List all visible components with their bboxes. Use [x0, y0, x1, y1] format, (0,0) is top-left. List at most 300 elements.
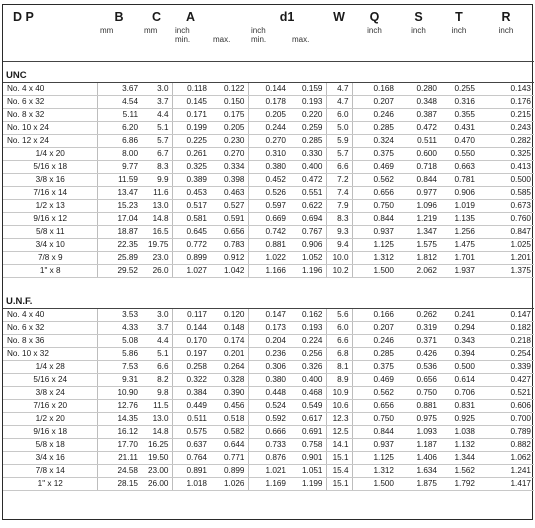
table-cell: 5.86: [97, 348, 141, 361]
table-cell: 8.1: [326, 361, 352, 374]
table-cell: 0.925: [440, 413, 478, 426]
size-label: 7/8 x 14: [3, 465, 97, 478]
table-cell: 1.199: [289, 478, 326, 491]
size-label: 1/4 x 28: [3, 361, 97, 374]
table-cell: 0.700: [478, 413, 534, 426]
table-cell: 0.258: [172, 361, 210, 374]
table-cell: 0.384: [172, 387, 210, 400]
table-cell: 0.173: [248, 322, 289, 335]
table-cell: 0.215: [478, 109, 534, 122]
table-cell: 5.1: [141, 348, 172, 361]
table-cell: 0.912: [210, 252, 248, 265]
table-cell: 0.463: [210, 187, 248, 200]
table-cell: 1.125: [352, 239, 397, 252]
table-cell: 7.9: [326, 200, 352, 213]
table-cell: 0.205: [248, 109, 289, 122]
table-cell: 0.691: [289, 426, 326, 439]
table-cell: 1.166: [248, 265, 289, 278]
table-cell: 0.656: [210, 226, 248, 239]
size-label: 1/2 x 13: [3, 200, 97, 213]
table-cell: 0.669: [248, 213, 289, 226]
units-t: inch: [440, 24, 478, 62]
table-cell: 0.760: [478, 213, 534, 226]
table-cell: 8.3: [326, 213, 352, 226]
table-cell: 1.500: [352, 265, 397, 278]
table-cell: 0.453: [172, 187, 210, 200]
size-label: No. 6 x 32: [3, 322, 97, 335]
table-cell: 6.0: [326, 322, 352, 335]
table-cell: 0.387: [397, 109, 440, 122]
table-cell: 1.875: [397, 478, 440, 491]
table-cell: 0.718: [397, 161, 440, 174]
table-cell: 11.6: [141, 187, 172, 200]
table-cell: 9.3: [326, 226, 352, 239]
table-cell: 0.549: [289, 400, 326, 413]
table-cell: 9.9: [141, 174, 172, 187]
table-cell: 0.591: [210, 213, 248, 226]
table-cell: 0.176: [478, 96, 534, 109]
table-cell: 4.33: [97, 322, 141, 335]
table-cell: 0.325: [172, 161, 210, 174]
table-cell: 0.536: [397, 361, 440, 374]
table-row: [3, 426, 534, 439]
table-cell: 0.182: [478, 322, 534, 335]
table-cell: 6.8: [326, 348, 352, 361]
table-cell: 0.400: [289, 374, 326, 387]
table-cell: 0.937: [352, 439, 397, 452]
header-r: R: [501, 10, 511, 24]
table-cell: 0.742: [248, 226, 289, 239]
table-cell: 0.280: [397, 83, 440, 96]
table-cell: 0.521: [478, 387, 534, 400]
table-cell: 1.634: [397, 465, 440, 478]
table-row: [3, 213, 534, 226]
table-cell: 1.027: [172, 265, 210, 278]
table-cell: 0.285: [352, 122, 397, 135]
size-label: 5/16 x 18: [3, 161, 97, 174]
table-cell: 26.0: [141, 265, 172, 278]
table-cell: 1.093: [397, 426, 440, 439]
table-cell: 0.394: [440, 348, 478, 361]
table-cell: 0.844: [352, 426, 397, 439]
table-cell: 0.899: [210, 465, 248, 478]
table-cell: 4.54: [97, 96, 141, 109]
table-cell: 0.831: [440, 400, 478, 413]
section-header-row: [3, 288, 534, 309]
table-cell: 0.241: [440, 309, 478, 322]
table-cell: 0.175: [210, 109, 248, 122]
table-cell: 10.2: [326, 265, 352, 278]
table-cell: 1.812: [397, 252, 440, 265]
table-cell: 1.025: [478, 239, 534, 252]
size-label: No. 10 x 32: [3, 348, 97, 361]
table-cell: 23.0: [141, 252, 172, 265]
table-cell: 1.701: [440, 252, 478, 265]
table-cell: 19.50: [141, 452, 172, 465]
units-q: inch: [352, 24, 397, 62]
table-cell: 0.168: [352, 83, 397, 96]
table-cell: 0.764: [172, 452, 210, 465]
table-row: [3, 174, 534, 187]
units-d1-min: inch min.: [248, 24, 289, 62]
table-cell: 0.526: [248, 187, 289, 200]
table-cell: 0.606: [478, 400, 534, 413]
table-cell: 0.977: [397, 187, 440, 200]
table-cell: 0.750: [352, 200, 397, 213]
table-cell: 0.294: [440, 322, 478, 335]
table-cell: 0.270: [248, 135, 289, 148]
table-cell: 0.148: [210, 322, 248, 335]
table-cell: 0.178: [248, 96, 289, 109]
table-row: [3, 309, 534, 322]
table-cell: 21.11: [97, 452, 141, 465]
size-label: No. 4 x 40: [3, 83, 97, 96]
table-cell: 24.58: [97, 465, 141, 478]
table-cell: 0.170: [172, 335, 210, 348]
units-r: inch: [478, 24, 534, 62]
table-cell: 0.285: [352, 348, 397, 361]
size-label: No. 4 x 40: [3, 309, 97, 322]
table-cell: 6.86: [97, 135, 141, 148]
table-cell: 4.4: [141, 109, 172, 122]
table-cell: 5.7: [141, 135, 172, 148]
table-cell: 1.021: [248, 465, 289, 478]
table-cell: 0.449: [172, 400, 210, 413]
table-cell: 9.4: [326, 239, 352, 252]
header-b: B: [114, 10, 124, 24]
size-label: No. 8 x 36: [3, 335, 97, 348]
table-cell: 0.511: [397, 135, 440, 148]
table-cell: 0.204: [248, 335, 289, 348]
table-row: [3, 83, 534, 96]
table-cell: 15.1: [326, 452, 352, 465]
section-gap: [3, 278, 534, 289]
table-cell: 15.1: [326, 478, 352, 491]
units-b: mm: [97, 24, 141, 62]
table-cell: 0.452: [248, 174, 289, 187]
table-cell: 6.0: [326, 109, 352, 122]
table-cell: 0.339: [478, 361, 534, 374]
table-cell: 1.312: [352, 465, 397, 478]
table-cell: 0.771: [210, 452, 248, 465]
table-cell: 0.469: [352, 374, 397, 387]
header-c: C: [151, 10, 162, 24]
table-cell: 6.20: [97, 122, 141, 135]
table-cell: 0.656: [352, 400, 397, 413]
table-cell: 15.4: [326, 465, 352, 478]
table-cell: 1.241: [478, 465, 534, 478]
table-cell: 0.174: [210, 335, 248, 348]
table-cell: 9.8: [141, 387, 172, 400]
table-cell: 0.244: [248, 122, 289, 135]
table-cell: 0.162: [289, 309, 326, 322]
units-c: mm: [141, 24, 172, 62]
table-cell: 8.00: [97, 148, 141, 161]
table-cell: 0.197: [172, 348, 210, 361]
table-cell: 0.500: [478, 174, 534, 187]
table-cell: 0.205: [210, 122, 248, 135]
table-cell: 10.0: [326, 252, 352, 265]
table-row: [3, 187, 534, 200]
table-cell: 0.448: [248, 387, 289, 400]
table-cell: 0.644: [210, 439, 248, 452]
table-cell: 0.524: [248, 400, 289, 413]
table-cell: 5.11: [97, 109, 141, 122]
table-cell: 1.042: [210, 265, 248, 278]
table-cell: 0.225: [172, 135, 210, 148]
table-cell: 0.243: [478, 122, 534, 135]
table-row: [3, 465, 534, 478]
table-cell: 0.310: [248, 148, 289, 161]
table-cell: 0.150: [210, 96, 248, 109]
table-cell: 0.171: [172, 109, 210, 122]
table-cell: 3.67: [97, 83, 141, 96]
table-cell: 5.7: [326, 148, 352, 161]
table-cell: 0.844: [397, 174, 440, 187]
table-cell: 6.6: [141, 361, 172, 374]
header-d1: d1: [279, 10, 295, 24]
size-label: 3/4 x 10: [3, 239, 97, 252]
size-label: No. 12 x 24: [3, 135, 97, 148]
table-row: [3, 148, 534, 161]
table-cell: 1.196: [289, 265, 326, 278]
table-cell: 0.456: [210, 400, 248, 413]
table-row: [3, 439, 534, 452]
table-cell: 1.022: [248, 252, 289, 265]
table-cell: 0.355: [440, 109, 478, 122]
table-cell: 5.9: [326, 135, 352, 148]
table-cell: 1.575: [397, 239, 440, 252]
table-cell: 0.389: [172, 174, 210, 187]
table-cell: 1.026: [210, 478, 248, 491]
table-cell: 0.581: [172, 213, 210, 226]
size-label: No. 6 x 32: [3, 96, 97, 109]
table-cell: 0.656: [397, 374, 440, 387]
table-row: [3, 478, 534, 491]
table-cell: 0.468: [289, 387, 326, 400]
table-cell: 0.637: [172, 439, 210, 452]
table-cell: 8.9: [326, 374, 352, 387]
table-row: [3, 122, 534, 135]
table-cell: 0.264: [210, 361, 248, 374]
table-cell: 1.019: [440, 200, 478, 213]
table-row: [3, 135, 534, 148]
table-cell: 0.230: [210, 135, 248, 148]
table-cell: 1.312: [352, 252, 397, 265]
table-cell: 19.75: [141, 239, 172, 252]
table-cell: 0.117: [172, 309, 210, 322]
table-cell: 0.767: [289, 226, 326, 239]
table-cell: 1.562: [440, 465, 478, 478]
table-cell: 0.622: [289, 200, 326, 213]
units-row: [3, 24, 534, 62]
header-w: W: [333, 10, 345, 24]
table-row: [3, 161, 534, 174]
table-row: [3, 400, 534, 413]
table-cell: 1.018: [172, 478, 210, 491]
table-cell: 0.413: [478, 161, 534, 174]
table-row: [3, 322, 534, 335]
table-cell: 0.199: [172, 122, 210, 135]
table-cell: 0.470: [440, 135, 478, 148]
table-cell: 0.193: [289, 96, 326, 109]
size-label: 5/8 x 18: [3, 439, 97, 452]
table-cell: 0.207: [352, 322, 397, 335]
table-cell: 0.166: [352, 309, 397, 322]
table-cell: 0.118: [172, 83, 210, 96]
table-cell: 0.259: [289, 122, 326, 135]
table-row: [3, 96, 534, 109]
table-cell: 0.562: [352, 174, 397, 187]
table-cell: 0.143: [478, 83, 534, 96]
table-cell: 10.6: [326, 400, 352, 413]
table-cell: 1.347: [397, 226, 440, 239]
table-cell: 1.219: [397, 213, 440, 226]
table-cell: 6.6: [326, 161, 352, 174]
table-cell: 1.169: [248, 478, 289, 491]
table-row: [3, 335, 534, 348]
table-cell: 23.00: [141, 465, 172, 478]
table-cell: 13.47: [97, 187, 141, 200]
table-cell: 0.694: [289, 213, 326, 226]
table-cell: 0.789: [478, 426, 534, 439]
table-cell: 0.220: [289, 109, 326, 122]
table-row: [3, 361, 534, 374]
size-label: 3/8 x 16: [3, 174, 97, 187]
size-label: 9/16 x 18: [3, 426, 97, 439]
size-label: 5/8 x 11: [3, 226, 97, 239]
size-label: 9/16 x 12: [3, 213, 97, 226]
table-cell: 1.500: [352, 478, 397, 491]
table-cell: 1.201: [478, 252, 534, 265]
table-cell: 0.472: [289, 174, 326, 187]
table-cell: 0.901: [289, 452, 326, 465]
table-cell: 12.5: [326, 426, 352, 439]
table-cell: 0.937: [352, 226, 397, 239]
size-label: 1/2 x 20: [3, 413, 97, 426]
table-cell: 1.187: [397, 439, 440, 452]
table-cell: 0.906: [440, 187, 478, 200]
units-d1-max: max.: [289, 24, 326, 62]
size-label: 7/16 x 14: [3, 187, 97, 200]
table-cell: 0.159: [289, 83, 326, 96]
table-row: [3, 265, 534, 278]
table-cell: 0.772: [172, 239, 210, 252]
size-label: No. 10 x 24: [3, 122, 97, 135]
table-cell: 0.975: [397, 413, 440, 426]
table-cell: 9.31: [97, 374, 141, 387]
table-row: [3, 252, 534, 265]
size-label: 5/16 x 24: [3, 374, 97, 387]
table-cell: 0.246: [352, 335, 397, 348]
table-cell: 0.582: [210, 426, 248, 439]
table-cell: 0.600: [397, 148, 440, 161]
table-cell: 0.343: [440, 335, 478, 348]
table-cell: 0.472: [397, 122, 440, 135]
table-cell: 1.062: [478, 452, 534, 465]
table-cell: 5.6: [326, 309, 352, 322]
table-cell: 18.87: [97, 226, 141, 239]
table-cell: 1.406: [397, 452, 440, 465]
table-row: [3, 413, 534, 426]
table-cell: 3.0: [141, 83, 172, 96]
size-label: 1/4 x 20: [3, 148, 97, 161]
table-cell: 7.53: [97, 361, 141, 374]
table-cell: 0.144: [172, 322, 210, 335]
table-cell: 14.35: [97, 413, 141, 426]
table-cell: 0.575: [172, 426, 210, 439]
spec-table-sheet: [2, 4, 533, 520]
table-cell: 10.9: [326, 387, 352, 400]
table-cell: 10.90: [97, 387, 141, 400]
table-cell: 15.23: [97, 200, 141, 213]
table-cell: 9.77: [97, 161, 141, 174]
table-cell: 5.08: [97, 335, 141, 348]
table-cell: 1.096: [397, 200, 440, 213]
table-cell: 0.325: [478, 148, 534, 161]
table-cell: 0.781: [440, 174, 478, 187]
table-cell: 7.2: [326, 174, 352, 187]
size-label: 3/8 x 24: [3, 387, 97, 400]
units-s: inch: [397, 24, 440, 62]
table-cell: 0.614: [440, 374, 478, 387]
table-cell: 0.750: [352, 413, 397, 426]
table-cell: 0.551: [289, 187, 326, 200]
table-cell: 0.706: [440, 387, 478, 400]
table-cell: 0.282: [478, 135, 534, 148]
table-cell: 0.750: [397, 387, 440, 400]
table-cell: 0.663: [440, 161, 478, 174]
table-cell: 0.270: [210, 148, 248, 161]
table-cell: 17.04: [97, 213, 141, 226]
table-cell: 1.475: [440, 239, 478, 252]
table-cell: 0.306: [248, 361, 289, 374]
size-label: No. 8 x 32: [3, 109, 97, 122]
table-cell: 0.469: [352, 161, 397, 174]
table-cell: 0.906: [289, 239, 326, 252]
table-cell: 0.236: [248, 348, 289, 361]
table-row: [3, 200, 534, 213]
table-cell: 0.201: [210, 348, 248, 361]
table-cell: 0.330: [289, 148, 326, 161]
table-cell: 5.1: [141, 122, 172, 135]
table-cell: 0.326: [289, 361, 326, 374]
table-cell: 0.645: [172, 226, 210, 239]
size-label: 7/8 x 9: [3, 252, 97, 265]
table-cell: 17.70: [97, 439, 141, 452]
table-row: [3, 239, 534, 252]
table-cell: 0.145: [172, 96, 210, 109]
table-cell: 0.261: [172, 148, 210, 161]
table-cell: 1.125: [352, 452, 397, 465]
table-cell: 16.25: [141, 439, 172, 452]
table-cell: 1.051: [289, 465, 326, 478]
section-gap-cell: [3, 278, 534, 289]
table-cell: 0.371: [397, 335, 440, 348]
table-cell: 0.122: [210, 83, 248, 96]
table-cell: 16.5: [141, 226, 172, 239]
table-cell: 0.585: [478, 187, 534, 200]
table-cell: 0.876: [248, 452, 289, 465]
table-cell: 0.398: [210, 174, 248, 187]
table-cell: 5.0: [326, 122, 352, 135]
table-cell: 0.380: [248, 161, 289, 174]
table-row: [3, 348, 534, 361]
table-cell: 0.207: [352, 96, 397, 109]
header-row: [3, 5, 534, 24]
header-t: T: [455, 10, 463, 24]
table-cell: 0.656: [352, 187, 397, 200]
